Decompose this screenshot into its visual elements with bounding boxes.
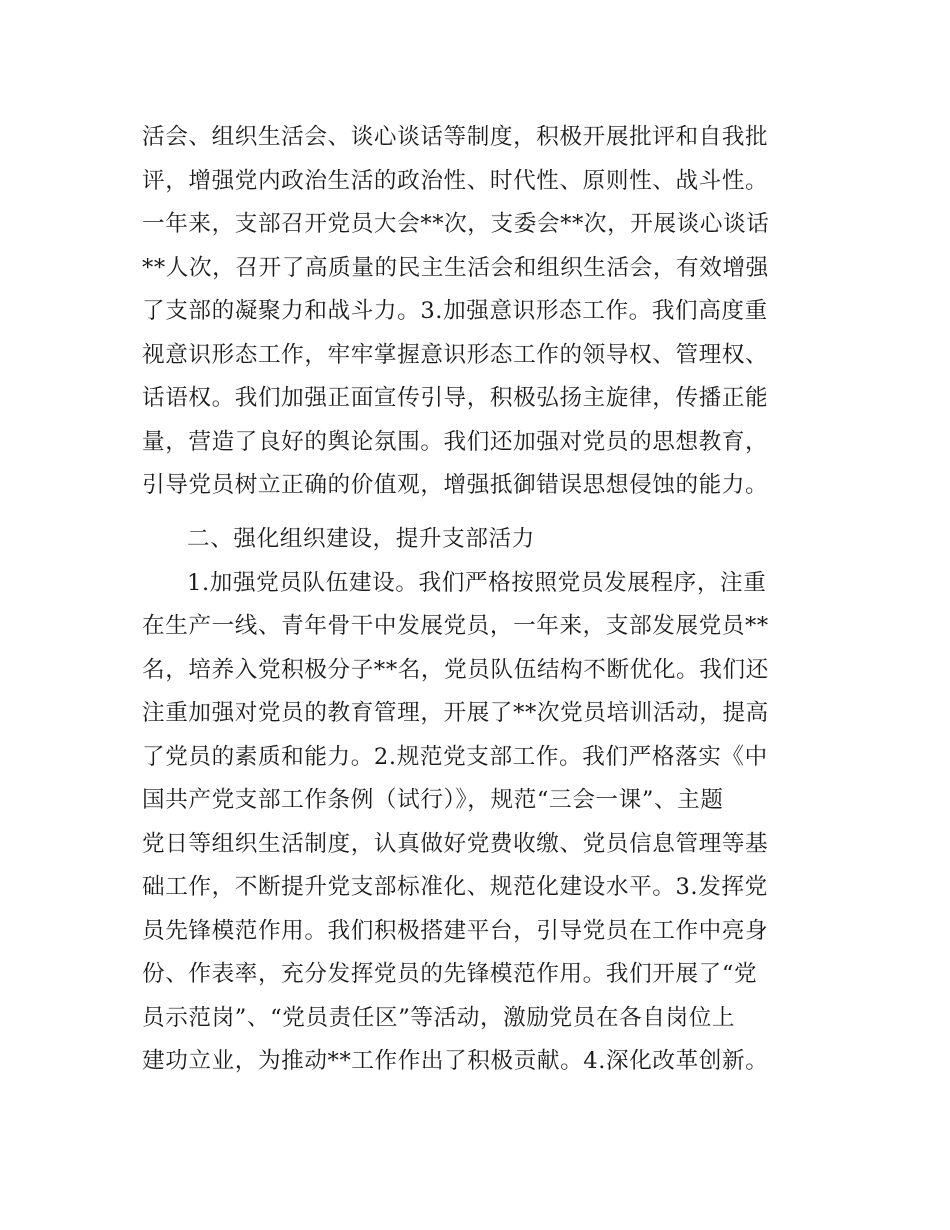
text-line: 员先锋模范作用。我们积极搭建平台，引导党员在工作中亮身	[142, 917, 769, 944]
text-line: 评，增强党内政治生活的政治性、时代性、原则性、战斗性。	[142, 167, 769, 194]
text-line: 1.加强党员队伍建设。我们严格按照党员发展程序，注重	[187, 569, 767, 596]
text-line: 了党员的素质和能力。2.规范党支部工作。我们严格落实《中	[142, 743, 768, 770]
text-line: 员示范岗”、“党员责任区”等活动，激励党员在各自岗位上	[142, 1004, 736, 1031]
text-line: 在生产一线、青年骨干中发展党员，一年来，支部发展党员**	[142, 613, 769, 639]
paragraph-continuation	[142, 116, 822, 508]
text-line: 注重加强对党员的教育管理，开展了**次党员培训活动，提高	[142, 700, 769, 726]
text-line: 份、作表率，充分发挥党员的先锋模范作用。我们开展了“党	[142, 961, 758, 987]
text-line: 础工作，不断提升党支部标准化、规范化建设水平。3.发挥党	[142, 874, 768, 900]
text-line: 国共产党支部工作条例（试行）》，规范“三会一课”、主题	[142, 787, 724, 813]
text-line: 一年来，支部召开党员大会**次，支委会**次，开展谈心谈话	[142, 211, 770, 237]
text-line: 活会、组织生活会、谈心谈话等制度，积极开展批评和自我批	[142, 124, 769, 150]
text-line: **人次，召开了高质量的民主生活会和组织生活会，有效增强	[142, 254, 769, 281]
text-line: 量，营造了良好的舆论氛围。我们还加强对党员的思想教育，	[142, 428, 769, 455]
text-line: 建功立业，为推动**工作作出了积极贡献。4.深化改革创新。	[142, 1048, 769, 1074]
text-line: 视意识形态工作，牢牢掌握意识形态工作的领导权、管理权、	[142, 341, 769, 368]
text-line: 党日等组织生活制度，认真做好党费收缴、党员信息管理等基	[142, 830, 769, 857]
section-heading: 二、强化组织建设，提升支部活力	[187, 526, 535, 552]
text-line: 了支部的凝聚力和战斗力。3.加强意识形态工作。我们高度重	[142, 298, 768, 324]
section-two	[142, 518, 822, 1084]
text-line: 话语权。我们加强正面宣传引导，积极弘扬主旋律，传播正能	[142, 385, 769, 411]
text-line: 引导党员树立正确的价值观，增强抵御错误思想侵蚀的能力。	[142, 472, 769, 498]
text-line: 名，培养入党积极分子**名，党员队伍结构不断优化。我们还	[142, 656, 769, 683]
